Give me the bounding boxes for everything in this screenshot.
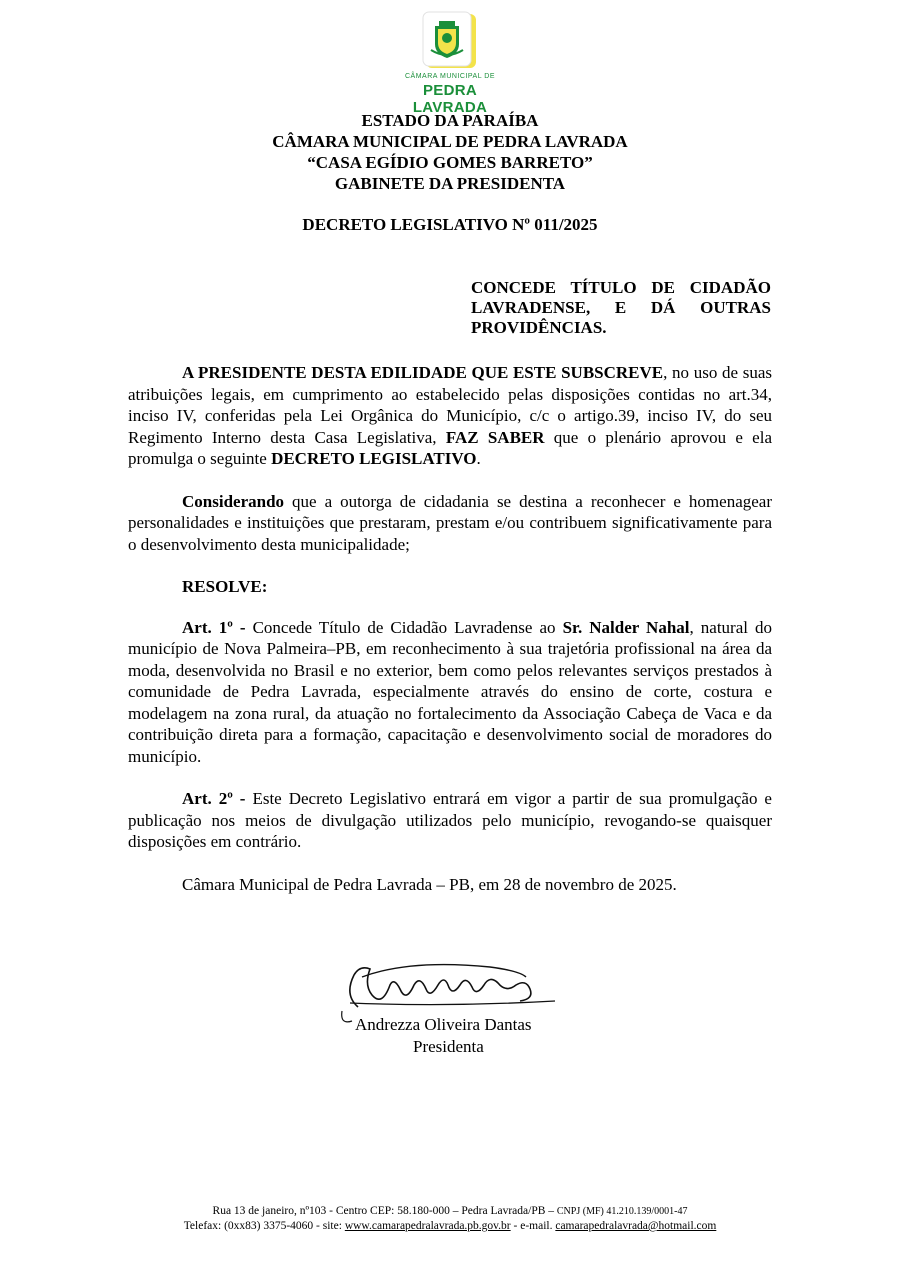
footer-email-label: - e-mail. [510,1220,556,1232]
article-2 [128,788,772,853]
preamble-paragraph [128,362,772,470]
preamble-text-a: , no uso de suas atribuições legais, em cumprimento ao estabelecido pelas disposições contidas no art.34, inciso IV, conferidas pela Lei Orgânica do Município, c/c o artigo.39, inciso IV, do seu Regimento Interno desta Casa Legislativa, [128,363,772,447]
decree-title: DECRETO LEGISLATIVO Nº 011/2025 [302,215,598,234]
preamble-faz-saber: FAZ SABER [445,427,545,447]
article-1-label: Art. 1º - [182,617,246,637]
article-1-honoree: Sr. Nalder Nahal [562,617,690,637]
preamble-text-b: que o plenário aprovou e ela promulga o seguinte [128,427,772,468]
logo-big-text: PEDRA LAVRADA [412,82,488,116]
considering-text: que a outorga de cidadania se destina a reconhecer e homenagear personalidades e instituições que prestaram, prestam e/ou contribuem significativamente para o desenvolvimento desta municipalidade; [128,491,772,554]
closing-line: Câmara Municipal de Pedra Lavrada – PB, em 28 de novembro de 2025. [182,874,677,894]
document-header [0,110,900,194]
signature-block [330,955,580,1065]
footer-email-link[interactable]: camarapedralavrada@hotmail.com [555,1220,717,1232]
header-chamber: CÂMARA MUNICIPAL DE PEDRA LAVRADA [272,132,628,151]
footer-contact-line [0,1219,900,1233]
footer-cnpj: CNPJ (MF) 41.210.139/0001-47 [556,1206,688,1217]
footer-site-link[interactable]: www.camarapedralavrada.pb.gov.br [344,1220,511,1232]
preamble-decreto: DECRETO LEGISLATIVO [271,449,477,468]
preamble-bold-intro: A PRESIDENTE DESTA EDILIDADE QUE ESTE SUBSCREVE [182,363,664,382]
resolve-text: RESOLVE: [182,577,268,596]
article-1-text-b: , natural do município de Nova Palmeira–PB, em reconhecimento à sua trajetória profissional na área da moda, desenvolvida no Brasil e no exterior, bem como pelos relevantes serviços prestados à comunidade de Pedra Lavrada, especialmente através do ensino de corte, costura e modelagem na zona rural, da atuação no fortalecimento da Associação Cabeça de Vaca e da contribuição direta para a formação, capacitação e desenvolvimento social de moradores do município. [128,617,772,766]
coat-of-arms-icon [385,10,515,76]
header-office: GABINETE DA PRESIDENTA [334,174,566,193]
ementa: CONCEDE TÍTULO DE CIDADÃO LAVRADENSE, E DÁ OUTRAS PROVIDÊNCIAS. [471,278,771,337]
header-house-name: “CASA EGÍDIO GOMES BARRETO” [307,153,593,172]
chamber-logo [385,10,515,116]
header-state: ESTADO DA PARAÍBA [361,111,539,130]
resolve-heading [128,576,772,598]
signatory-role: Presidenta [413,1037,484,1056]
article-1 [128,617,772,768]
signatory-name: Andrezza Oliveira Dantas [355,1015,532,1034]
footer-phone: Telefax: (0xx83) 3375-4060 - site: [183,1220,345,1232]
article-1-text-a: Concede Título de Cidadão Lavradense ao [245,617,563,637]
preamble-text-c: . [476,449,481,468]
considering-bold: Considerando [182,491,285,511]
footer-address: Rua 13 de janeiro, nº103 - Centro CEP: 58.180-000 – Pedra Lavrada/PB – [212,1205,557,1217]
document-body [128,362,772,916]
article-2-label: Art. 2º - [182,789,246,808]
footer-address-line [0,1204,900,1219]
article-2-text: Este Decreto Legislativo entrará em vigor a partir de sua promulgação e publicação nos meios de divulgação utilizados pelo município, revogando-se quaisquer disposições em contrário. [128,789,772,851]
considering-paragraph [128,491,772,556]
page-footer [0,1204,900,1233]
logo-small-text: CÂMARA MUNICIPAL DE [404,73,495,80]
